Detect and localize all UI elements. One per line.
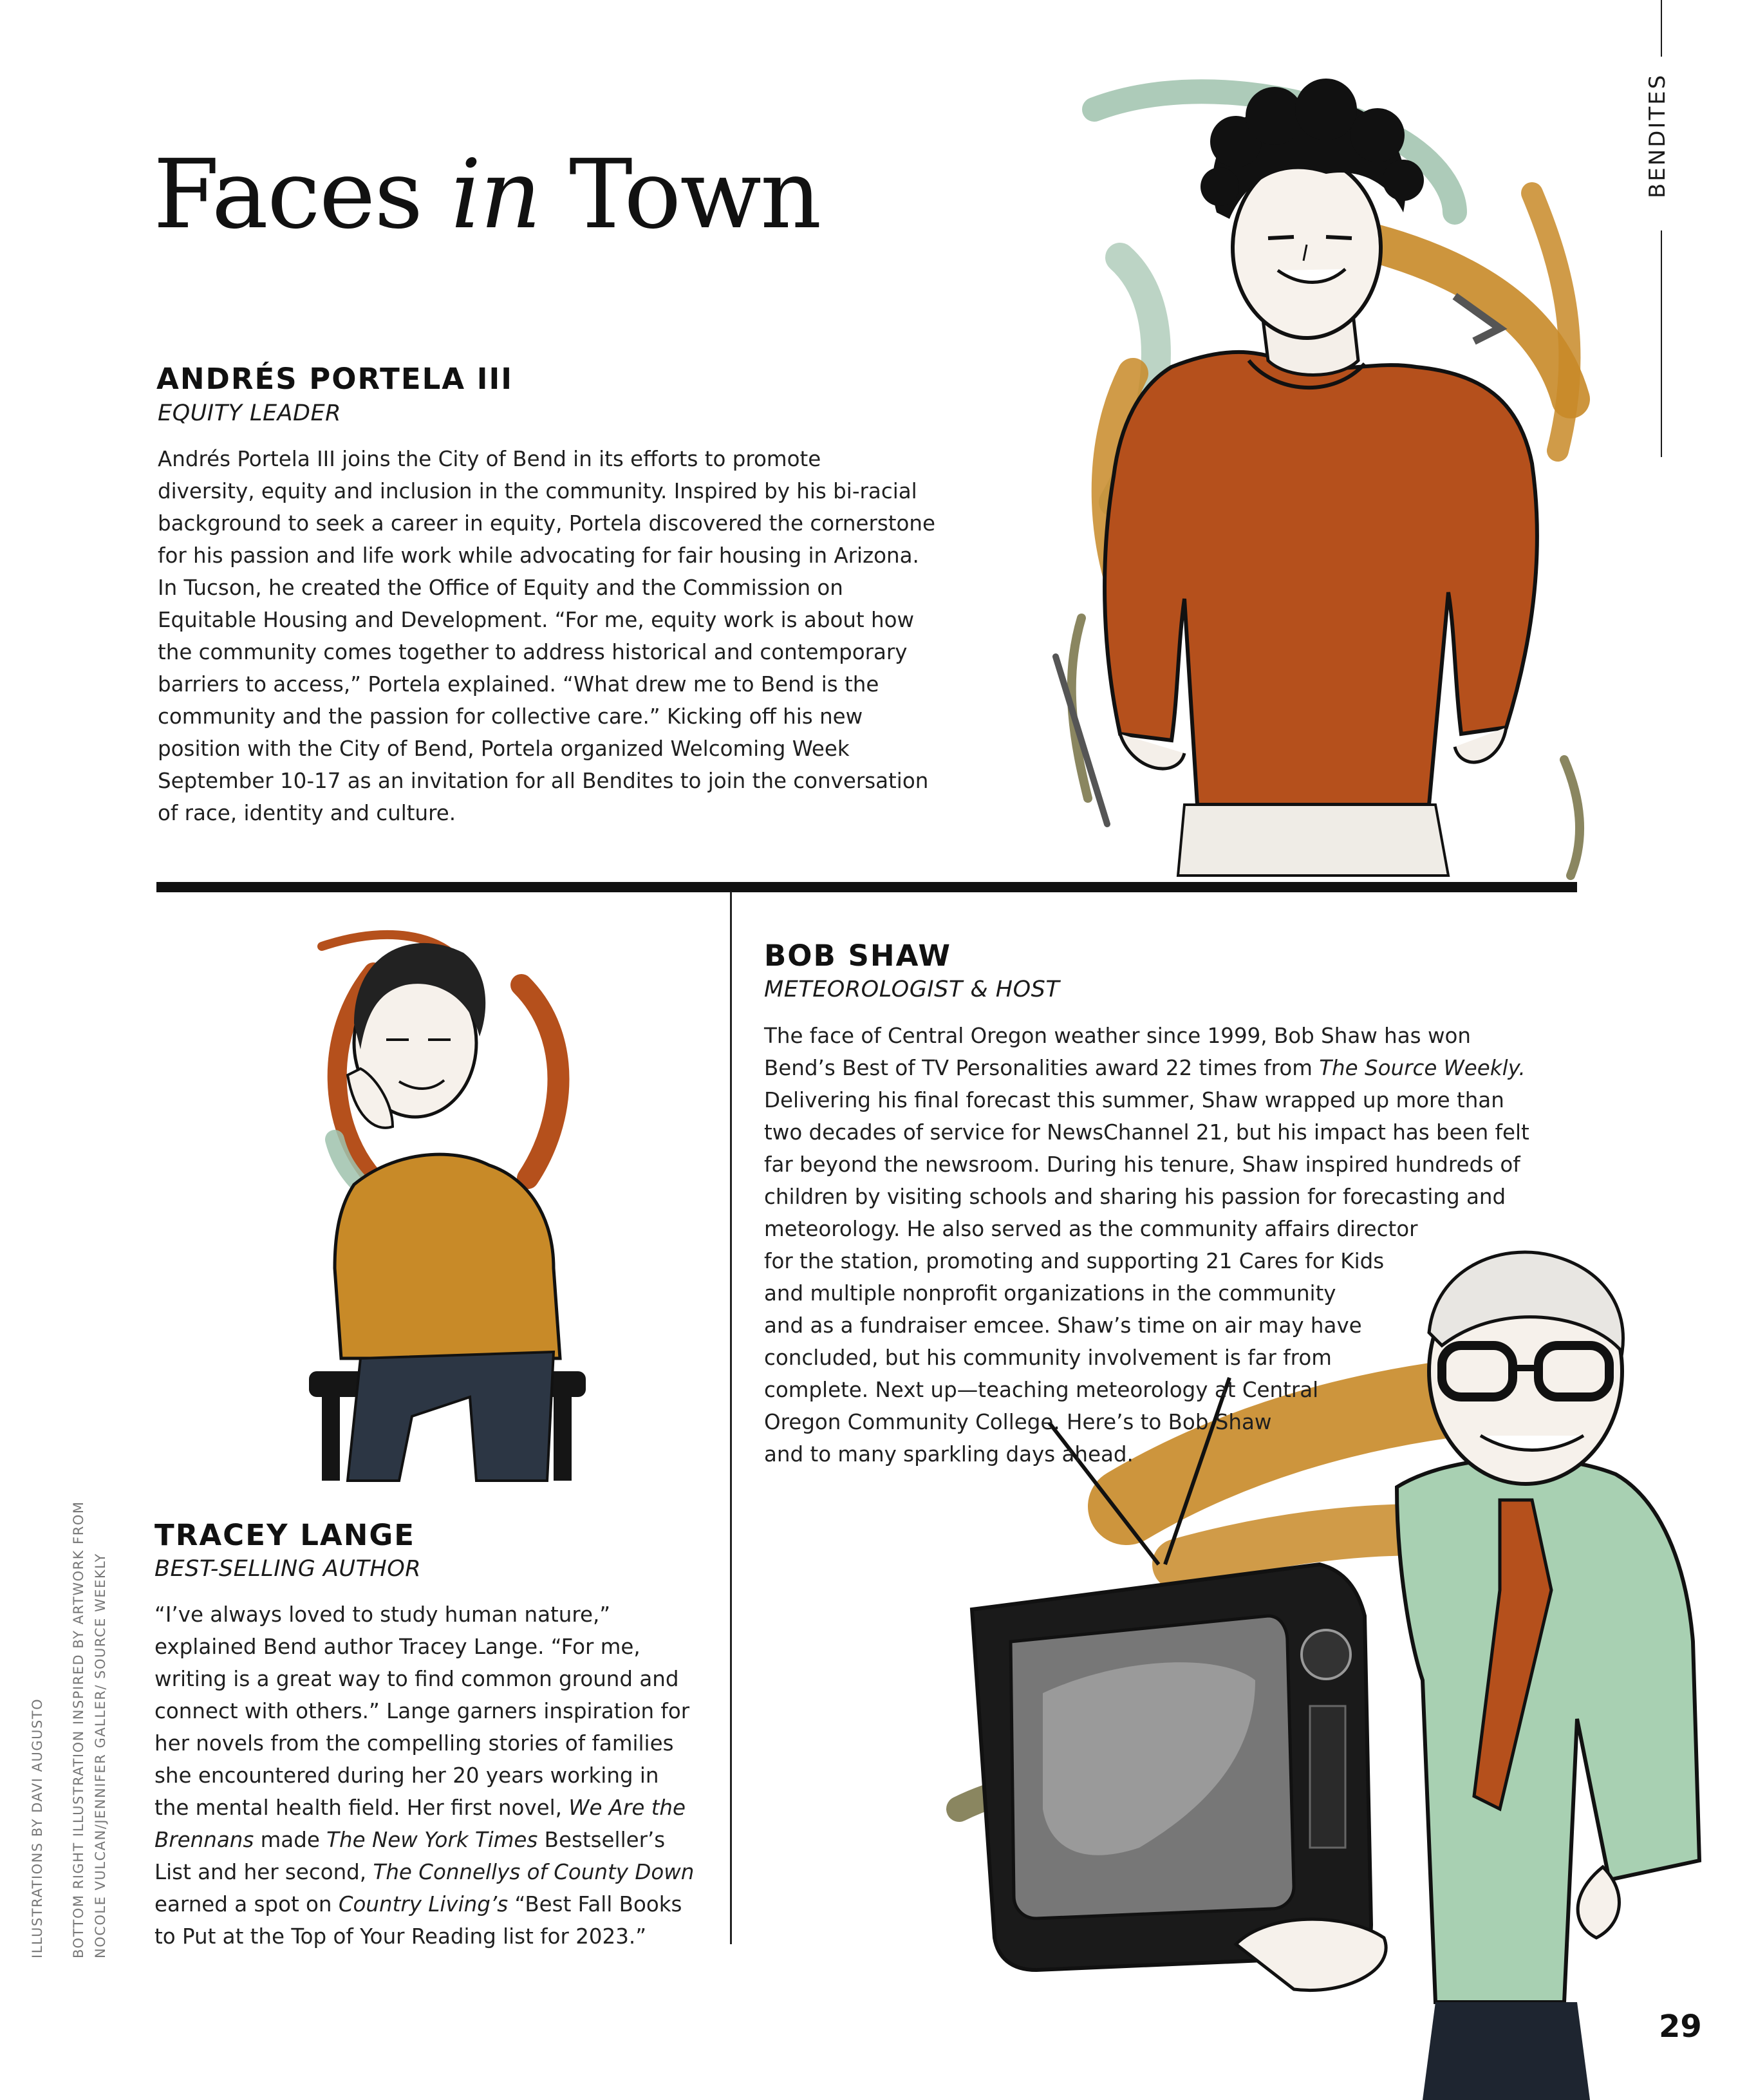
portela-bio-line: the community comes together to address historical and contemporary (158, 640, 908, 664)
section-label-text: BENDITES (1645, 73, 1670, 198)
portela-bio-line: In Tucson, he created the Office of Equity and the Commission on (158, 576, 843, 600)
portela-bio-line: barriers to access,” Portela explained. “What drew me to Bend is the (158, 672, 879, 697)
lange-text: List and her second, (154, 1860, 373, 1884)
lange-illustration (283, 908, 644, 1481)
lange-bio-line: explained Bend author Tracey Lange. “For me, (154, 1635, 640, 1659)
portela-name: ANDRÉS PORTELA III (156, 362, 514, 396)
portela-bio-line: Andrés Portela III joins the City of Bend in its efforts to promote (158, 447, 821, 471)
shaw-bio-line: far beyond the newsroom. During his tenure, Shaw inspired hundreds of (764, 1152, 1520, 1177)
shaw-role: METEOROLOGIST & HOST (764, 977, 1060, 1002)
lange-role: BEST-SELLING AUTHOR (154, 1556, 422, 1582)
title-part-2: Town (540, 139, 821, 250)
portela-bio-line: Equitable Housing and Development. “For me, equity work is about how (158, 608, 915, 632)
page-number: 29 (1659, 2009, 1702, 2045)
shaw-bio-line: for the station, promoting and supporting 21 Cares for Kids (764, 1249, 1385, 1273)
portela-bio-line: for his passion and life work while advocating for fair housing in Arizona. (158, 543, 919, 568)
lange-magazine: Country Living’s (338, 1892, 509, 1917)
section-divider-top (1661, 0, 1662, 57)
lange-text: Bestseller’s (537, 1828, 666, 1852)
portela-role: EQUITY LEADER (158, 400, 341, 426)
lange-book-2: The Connellys of County Down (373, 1860, 695, 1884)
shaw-bio-line: Delivering his final forecast this summer, Shaw wrapped up more than (764, 1088, 1504, 1112)
shaw-bio-line: Oregon Community College. Here’s to Bob Shaw (764, 1410, 1272, 1434)
shaw-bio-line: and to many sparkling days ahead. (764, 1442, 1134, 1467)
illustration-credits (26, 1474, 154, 1964)
portela-bio-line: September 10-17 as an invitation for all Bendites to join the conversation (158, 769, 929, 793)
page-title (153, 139, 821, 250)
lange-bio-line: she encountered during her 20 years working in (154, 1763, 659, 1788)
shaw-name: BOB SHAW (764, 939, 952, 973)
shaw-bio-line: concluded, but his community involvement is far from (764, 1345, 1332, 1370)
shaw-bio-line: children by visiting schools and sharing his passion for forecasting and (764, 1185, 1506, 1209)
lange-text: to Put at the Top of Your Reading list for 2023.” (154, 1924, 647, 1949)
column-divider-vertical (730, 892, 732, 1944)
portela-bio-line: background to seek a career in equity, Portela discovered the cornerstone (158, 511, 935, 536)
lange-bio-line: “I’ve always loved to study human nature,” (154, 1602, 611, 1627)
title-part-1: Faces (153, 139, 451, 250)
lange-text: earned a spot on (154, 1892, 339, 1917)
shaw-text: Bend’s Best of TV Personalities award 22 times from (764, 1056, 1320, 1080)
title-italic: in (451, 139, 541, 250)
shaw-bio-line: and multiple nonprofit organizations in the community (764, 1281, 1336, 1306)
lange-book-1-end: Brennans (154, 1828, 254, 1852)
section-divider-horizontal (156, 882, 1577, 892)
portela-illustration (966, 64, 1635, 882)
lange-bio-line: connect with others.” Lange garners inspiration for (154, 1699, 690, 1723)
portela-bio-line: of race, identity and culture. (158, 801, 456, 825)
credit-line-3: NOCOLE VULCAN/JENNIFER GALLER/ SOURCE WEEKLY (93, 1553, 108, 1958)
shaw-text: The face of Central Oregon weather since 1999, Bob Shaw has won (764, 1024, 1472, 1048)
lange-text: “Best Fall Books (508, 1892, 682, 1917)
shaw-bio (764, 1020, 1529, 1470)
lange-book-1-part: We Are the (568, 1795, 686, 1820)
portela-bio-line: diversity, equity and inclusion in the community. Inspired by his bi-racial (158, 479, 917, 503)
lange-text: made (254, 1828, 327, 1852)
portela-bio (158, 443, 935, 829)
portela-bio-line: community and the passion for collective care.” Kicking off his new (158, 704, 863, 729)
section-label (1637, 64, 1676, 219)
credit-line-1: ILLUSTRATIONS BY DAVI AUGUSTO (30, 1698, 45, 1958)
shaw-bio-line: and as a fundraiser emcee. Shaw’s time on air may have (764, 1313, 1362, 1338)
lange-bio (154, 1598, 694, 1953)
lange-bio-line: the mental health field. Her first novel, (154, 1795, 569, 1820)
lange-bio-line: writing is a great way to find common ground and (154, 1667, 679, 1691)
lange-nyt: The New York Times (326, 1828, 538, 1852)
lange-bio-line: her novels from the compelling stories of families (154, 1731, 674, 1756)
shaw-publication: The Source Weekly. (1319, 1056, 1526, 1080)
lange-name: TRACEY LANGE (154, 1518, 416, 1552)
portela-bio-line: position with the City of Bend, Portela organized Welcoming Week (158, 736, 850, 761)
shaw-bio-line: two decades of service for NewsChannel 21, but his impact has been felt (764, 1120, 1529, 1145)
section-divider-bottom (1661, 230, 1662, 457)
credit-line-2: BOTTOM RIGHT ILLUSTRATION INSPIRED BY ARTWORK FROM (71, 1501, 86, 1958)
shaw-bio-line: complete. Next up—teaching meteorology at Central (764, 1378, 1319, 1402)
shaw-bio-line: meteorology. He also served as the community affairs director (764, 1217, 1418, 1241)
